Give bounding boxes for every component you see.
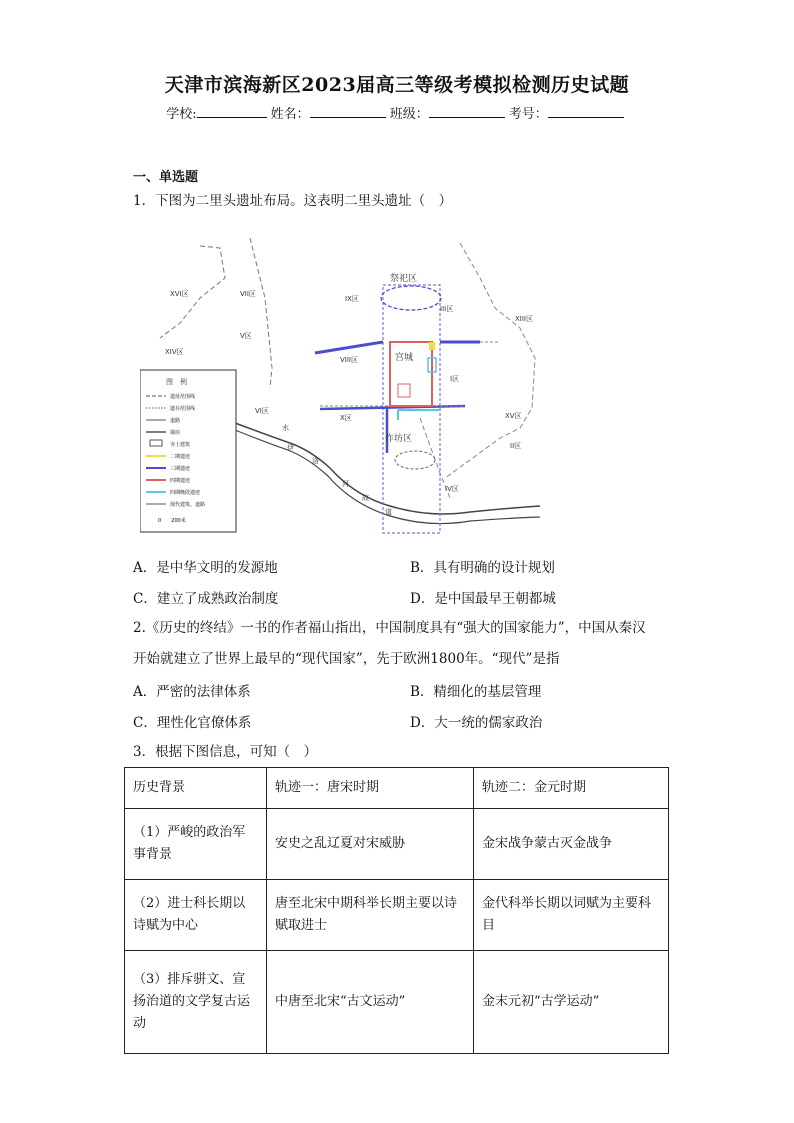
road-phase2-west (315, 342, 383, 353)
school-blank[interactable] (197, 105, 267, 118)
q3-table (124, 767, 669, 1054)
table-header-cell: 轨迹一：唐宋时期 (267, 768, 474, 809)
class-blank[interactable] (429, 105, 505, 118)
q1-option-d[interactable]: D．是中国最早王朝都城 (410, 591, 556, 607)
q2-option-c[interactable]: C．理性化官僚体系 (133, 715, 252, 731)
zone-label: IX区 (345, 295, 359, 303)
legend-title: 图 例 (166, 378, 187, 386)
school-label: 学校: (166, 107, 197, 122)
table-cell: 金宋战争蒙古灭金战争 (474, 809, 669, 880)
exam-title: 天津市滨海新区2023届高三等级考模拟检测历史试题 (164, 74, 630, 96)
phase2-marker (429, 342, 435, 350)
palace-building (398, 384, 410, 397)
river-label: 河 (342, 480, 349, 488)
zone-label: XIV区 (165, 348, 184, 356)
palace-city-wall (390, 342, 432, 406)
sacrifice-area (381, 286, 441, 310)
legend-item: 墙垣 (170, 430, 181, 436)
name-label: 姓名： (270, 107, 310, 122)
zone-label: V区 (240, 332, 252, 340)
q2-option-d[interactable]: D．大一统的儒家政治 (410, 715, 543, 731)
map-svg (140, 238, 540, 534)
zone-label: VIII区 (340, 356, 358, 364)
class-label: 班级： (389, 107, 429, 122)
workshop-area (395, 451, 435, 469)
question-2-line-1: 2.《历史的终结》一书的作者福山指出，中国制度具有“强大的国家能力”，中国从秦汉 (133, 620, 646, 636)
river-label: 伊 (287, 444, 294, 452)
zone-label: III区 (440, 305, 454, 313)
name-blank[interactable] (310, 105, 386, 118)
number-blank[interactable] (548, 105, 624, 118)
table-header-row (125, 768, 669, 809)
table-row (125, 880, 669, 951)
legend-scale: 0 200米 (158, 518, 186, 524)
table-header-cell: 历史背景 (125, 768, 267, 809)
legend-item: 四期晚段遗迹 (170, 490, 201, 496)
table-row (125, 809, 669, 880)
zone-label: XV区 (505, 412, 522, 420)
question-3-text: 3．根据下图信息，可知（ ） (133, 744, 318, 760)
label-palace: 宫城 (395, 353, 414, 363)
site-boundary-east (445, 243, 535, 478)
zone-label: VII区 (240, 290, 256, 298)
zone-label: VI区 (255, 407, 269, 415)
table-cell: 唐至北宋中期科举长期主要以诗赋取进士 (267, 880, 474, 951)
table-header-cell: 轨迹二：金元时期 (474, 768, 669, 809)
table-cell: （3）排斥骈文、宣扬治道的文学复古运动 (125, 951, 267, 1054)
label-workshop: 作坊区 (385, 434, 413, 444)
legend-item: 四期遗迹 (170, 478, 191, 484)
zone-label: IV区 (445, 485, 459, 493)
river-label: 洛 (312, 457, 319, 465)
zone-label: XIII区 (515, 315, 533, 323)
map-legend (140, 370, 236, 532)
q1-option-c[interactable]: C．建立了成熟政治制度 (133, 591, 279, 607)
river-label: 道 (385, 508, 392, 516)
legend-item: 现代建筑、道路 (170, 502, 206, 508)
student-info-line (0, 103, 794, 122)
question-2-line-2: 开始就建立了世界上最早的“现代国家”，先于欧洲1800年。“现代”是指 (133, 651, 560, 667)
legend-item: 遗址范围线 (170, 394, 196, 400)
question-1-text: 1．下图为二里头遗址布局。这表明二里头遗址（ ） (133, 193, 453, 209)
number-label: 考号： (508, 107, 548, 122)
erlitou-site-map (140, 238, 540, 534)
table-cell: 安史之乱辽夏对宋威胁 (267, 809, 474, 880)
river-label: 故 (362, 494, 369, 502)
zone-label: XVI区 (170, 290, 189, 298)
legend-item: 道路 (170, 418, 181, 424)
zone-label: II区 (510, 442, 522, 450)
q2-option-b[interactable]: B．精细化的基层管理 (410, 684, 542, 700)
q2-option-a[interactable]: A．严密的法律体系 (133, 684, 251, 700)
road-west (250, 238, 272, 388)
legend-item: 三期遗迹 (170, 466, 191, 472)
q1-option-a[interactable]: A．是中华文明的发源地 (133, 560, 278, 576)
legend-item: 夯土建筑 (170, 442, 191, 448)
label-sacrifice: 祭祀区 (390, 274, 418, 284)
zone-label: X区 (340, 414, 352, 422)
river-label: 水 (282, 424, 289, 432)
table-cell: 中唐至北宋“古文运动” (267, 951, 474, 1054)
legend-item: 遗存范围线 (170, 406, 196, 412)
table-cell: （2）进士科长期以诗赋为中心 (125, 880, 267, 951)
section-title: 一、单选题 (133, 170, 199, 185)
zone-label: I区 (450, 375, 460, 383)
legend-item: 二期遗迹 (170, 454, 191, 460)
table-cell: 金末元初“古学运动” (474, 951, 669, 1054)
table-cell: （1）严峻的政治军事背景 (125, 809, 267, 880)
table-row (125, 951, 669, 1054)
q1-option-b[interactable]: B．具有明确的设计规划 (410, 560, 555, 576)
table-cell: 金代科举长期以词赋为主要科目 (474, 880, 669, 951)
